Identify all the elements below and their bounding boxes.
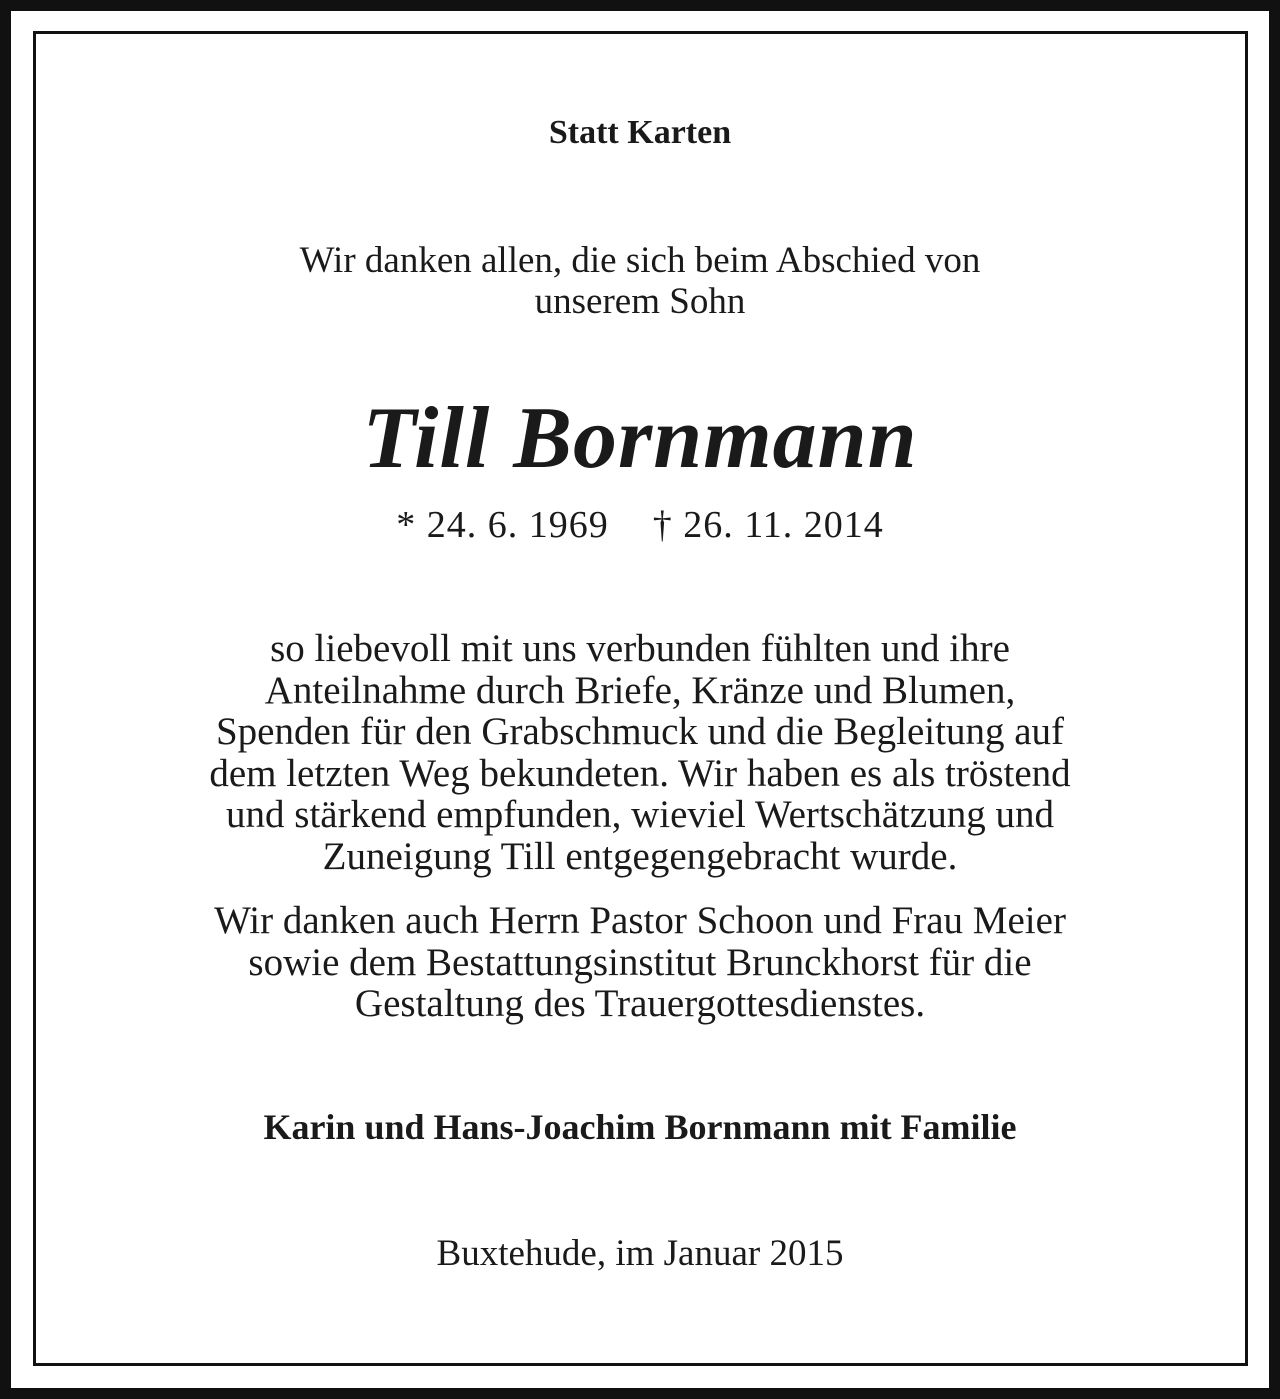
heading: Statt Karten [548, 114, 732, 151]
intro-line: unserem Sohn [534, 281, 746, 322]
intro-text [0, 240, 1280, 322]
paragraph-line: und stärkend empfunden, wieviel Wertschätzung und [226, 793, 1054, 837]
paragraph-line: Spenden für den Grabschmuck und die Begleitung auf [215, 710, 1065, 754]
intro-line: Wir danken allen, die sich beim Abschied von [299, 240, 981, 281]
death-date: † 26. 11. 2014 [652, 504, 884, 546]
thanks-paragraph-1 [0, 628, 1280, 878]
paragraph-line: Wir danken auch Herrn Pastor Schoon und Frau Meier [214, 899, 1066, 942]
birth-date: * 24. 6. 1969 [396, 504, 609, 546]
deceased-name: Till Bornmann [362, 390, 918, 487]
family-signature: Karin und Hans-Joachim Bornmann mit Familie [263, 1107, 1017, 1147]
paragraph-line: Gestaltung des Trauergottesdienstes. [354, 982, 926, 1026]
life-dates [0, 503, 1280, 547]
thanks-paragraph-2 [0, 900, 1280, 1025]
paragraph-line: Anteilnahme durch Briefe, Kränze und Blumen, [264, 668, 1016, 712]
place-and-date: Buxtehude, im Januar 2015 [436, 1233, 844, 1274]
paragraph-line: dem letzten Weg bekundeten. Wir haben es als tröstend [209, 751, 1071, 795]
paragraph-line: Zuneigung Till entgegengebracht wurde. [322, 834, 958, 878]
paragraph-line: so liebevoll mit uns verbunden fühlten und ihre [270, 627, 1010, 670]
paragraph-line: sowie dem Bestattungsinstitut Brunckhorst für die [248, 940, 1032, 984]
